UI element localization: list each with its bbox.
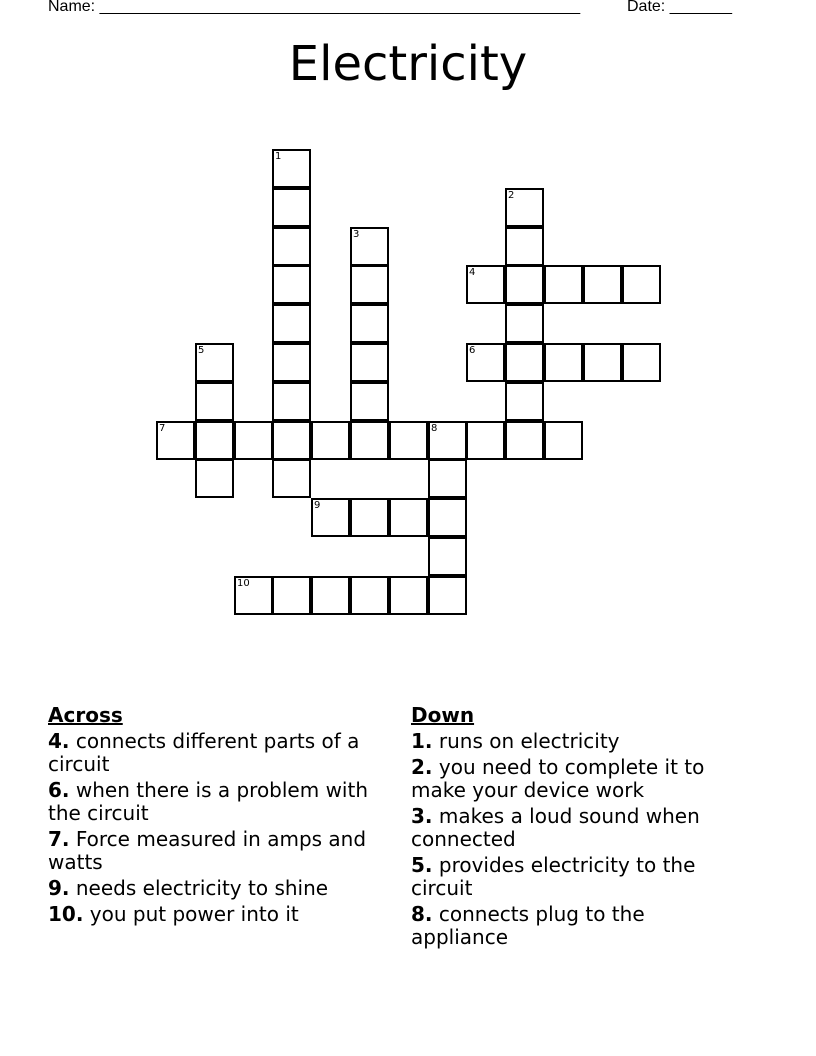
cell-number: 6 [469, 345, 476, 356]
grid-cell[interactable] [195, 382, 234, 421]
clue-number: 7. [48, 827, 70, 851]
page-title: Electricity [288, 36, 528, 92]
grid-cell[interactable] [156, 421, 195, 460]
grid-cell[interactable] [234, 421, 273, 460]
grid-cell[interactable] [466, 265, 505, 304]
clue-text: connects plug to the appliance [411, 902, 645, 949]
down-heading: Down [411, 703, 475, 727]
clue-number: 1. [411, 729, 433, 753]
grid-cell[interactable] [350, 304, 389, 343]
grid-cell[interactable] [466, 421, 505, 460]
cell-number: 10 [237, 578, 250, 589]
grid-cell[interactable] [195, 343, 234, 382]
across-clue [48, 779, 388, 825]
grid-cell[interactable] [195, 459, 234, 498]
grid-cell[interactable] [311, 498, 350, 537]
across-clue [48, 730, 388, 776]
clue-number: 3. [411, 804, 433, 828]
grid-cell[interactable] [195, 421, 234, 460]
grid-cell[interactable] [428, 498, 467, 537]
grid-cell[interactable] [505, 421, 544, 460]
clue-number: 2. [411, 755, 433, 779]
clue-text: you put power into it [89, 902, 299, 926]
grid-cell[interactable] [350, 382, 389, 421]
grid-cell[interactable] [389, 421, 428, 460]
grid-cell[interactable] [583, 265, 622, 304]
grid-cell[interactable] [272, 382, 311, 421]
cell-number: 3 [353, 229, 360, 240]
grid-cell[interactable] [311, 576, 350, 615]
clue-text: runs on electricity [438, 729, 620, 753]
clue-number: 4. [48, 729, 70, 753]
grid-cell[interactable] [544, 265, 583, 304]
grid-cell[interactable] [544, 421, 583, 460]
grid-cell[interactable] [622, 265, 661, 304]
grid-cell[interactable] [350, 421, 389, 460]
grid-cell[interactable] [272, 576, 311, 615]
name-field[interactable]: Name: ______________________________________________________ [48, 0, 581, 15]
across-clue [48, 828, 388, 874]
cell-number: 2 [508, 190, 515, 201]
grid-cell[interactable] [350, 227, 389, 266]
clue-number: 6. [48, 778, 70, 802]
cell-number: 1 [275, 151, 282, 162]
cell-number: 4 [469, 267, 476, 278]
grid-cell[interactable] [583, 343, 622, 382]
grid-cell[interactable] [272, 304, 311, 343]
clue-number: 5. [411, 853, 433, 877]
down-clue [411, 854, 741, 900]
grid-cell[interactable] [428, 421, 467, 460]
grid-cell[interactable] [272, 149, 311, 188]
grid-cell[interactable] [505, 343, 544, 382]
grid-cell[interactable] [272, 265, 311, 304]
grid-cell[interactable] [311, 421, 350, 460]
down-clue [411, 903, 741, 949]
grid-cell[interactable] [389, 498, 428, 537]
grid-cell[interactable] [505, 304, 544, 343]
grid-cell[interactable] [505, 265, 544, 304]
across-clue [48, 903, 388, 926]
grid-cell[interactable] [272, 421, 311, 460]
cell-number: 5 [198, 345, 205, 356]
grid-cell[interactable] [505, 382, 544, 421]
grid-cell[interactable] [466, 343, 505, 382]
across-clues [48, 702, 388, 929]
cell-number: 8 [431, 423, 438, 434]
grid-cell[interactable] [350, 498, 389, 537]
grid-cell[interactable] [350, 576, 389, 615]
down-clue [411, 756, 741, 802]
cell-number: 9 [314, 500, 321, 511]
grid-cell[interactable] [272, 188, 311, 227]
across-clue [48, 877, 388, 900]
grid-cell[interactable] [389, 576, 428, 615]
clue-text: needs electricity to shine [75, 876, 329, 900]
down-clue [411, 730, 741, 753]
clue-text: you need to complete it to make your device work [411, 755, 705, 802]
cell-number: 7 [159, 423, 166, 434]
clue-text: provides electricity to the circuit [411, 853, 696, 900]
down-clue [411, 805, 741, 851]
grid-cell[interactable] [272, 459, 311, 498]
grid-cell[interactable] [428, 576, 467, 615]
grid-cell[interactable] [272, 227, 311, 266]
grid-cell[interactable] [428, 459, 467, 498]
clue-text: when there is a problem with the circuit [48, 778, 369, 825]
clue-text: makes a loud sound when connected [411, 804, 700, 851]
grid-cell[interactable] [505, 227, 544, 266]
clue-number: 9. [48, 876, 70, 900]
grid-cell[interactable] [544, 343, 583, 382]
grid-cell[interactable] [428, 537, 467, 576]
down-clues [411, 702, 741, 952]
grid-cell[interactable] [350, 343, 389, 382]
grid-cell[interactable] [505, 188, 544, 227]
clue-number: 8. [411, 902, 433, 926]
grid-cell[interactable] [622, 343, 661, 382]
grid-cell[interactable] [234, 576, 273, 615]
grid-cell[interactable] [272, 343, 311, 382]
across-heading: Across [48, 703, 123, 727]
grid-cell[interactable] [350, 265, 389, 304]
clue-number: 10. [48, 902, 84, 926]
date-field[interactable]: Date: _______ [627, 0, 732, 15]
clue-text: Force measured in amps and watts [48, 827, 367, 874]
clue-text: connects different parts of a circuit [48, 729, 360, 776]
